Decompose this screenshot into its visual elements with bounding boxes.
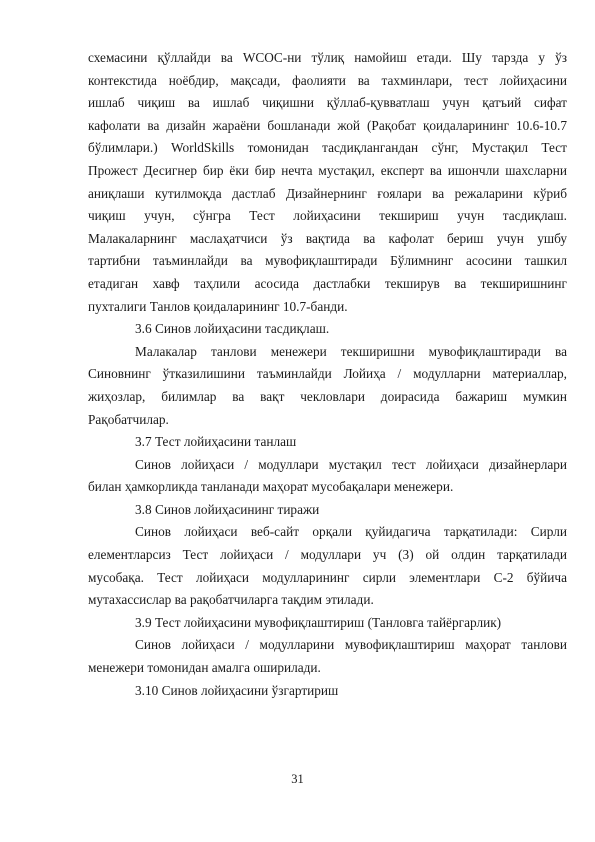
- text-line-20: билан ҳамкорликда танланади маҳорат мусобақалари менежери.: [88, 479, 454, 495]
- section-heading-3-7: 3.7 Тест лойиҳасини танлаш: [135, 434, 297, 450]
- section-heading-3-10: 3.10 Синов лойиҳасини ўзгартириш: [135, 682, 339, 698]
- text-line-15: Синовнинг ўтказилишини таъминлайди Лойиҳа / модулларни материаллар,: [88, 366, 567, 382]
- text-line-16: жиҳозлар, билимлар ва вақт чекловлари доирасида бажариш мумкин: [88, 388, 567, 404]
- text-line-12: пухталиги Танлов қоидаларининг 10.7-банди.: [88, 298, 348, 314]
- text-line-28: менежери томонидан амалга оширилади.: [88, 660, 321, 676]
- text-line-4: кафолати ва дизайн жараёни бошланади жой (Рақобат қоидаларининг 10.6-10.7: [88, 117, 567, 133]
- text-line-3: ишлаб чиқиш ва ишлаб чиқишни қўллаб-қувватлаш учун қатъий сифат: [88, 95, 567, 111]
- section-heading-3-6: 3.6 Синов лойиҳасини тасдиқлаш.: [135, 321, 330, 337]
- text-line-14: Малакалар танлови менежери текширишни мувофиқлаштиради ва: [135, 343, 567, 359]
- text-line-25: мутахассислар ва рақобатчиларга тақдим этилади.: [88, 592, 374, 608]
- text-line-11: етадиган хавф таҳлили асосида дастлабки текширув ва текширишнинг: [88, 275, 567, 291]
- text-line-22: Синов лойиҳаси веб-сайт орқали қуйидагича тарқатилади: Сирли: [135, 524, 567, 540]
- text-line-19: Синов лойиҳаси / модуллари мустақил тест лойиҳаси дизайнерлари: [135, 456, 567, 472]
- text-line-2: контекстида ноёбдир, мақсади, фаолияти ва тахминлари, тест лойиҳасини: [88, 72, 567, 88]
- section-heading-3-9: 3.9 Тест лойиҳасини мувофиқлаштириш (Танловга тайёргарлик): [135, 614, 502, 630]
- text-line-6: Прожест Десигнер бир ёки бир нечта мустақил, експерт ва ишончли шахсларни: [88, 162, 567, 178]
- page-number: 31: [291, 772, 304, 786]
- text-line-24: мусобақа. Тест лойиҳаси модулларининг сирли элементлари С-2 бўйича: [88, 569, 567, 585]
- document-body: [88, 47, 567, 702]
- section-heading-3-8: 3.8 Синов лойиҳасининг тиражи: [135, 501, 320, 517]
- text-line-17: Рақобатчилар.: [88, 411, 169, 427]
- text-line-10: тартибни таъминлайди ва мувофиқлаштиради Бўлимнинг асосини ташкил: [88, 253, 567, 269]
- text-line-5: бўлимлари.) WorldSkills томонидан тасдиқлангандан сўнг, Мустақил Тест: [88, 140, 567, 156]
- text-line-8: чиқиш учун, сўнгра Тест лойиҳасини текшириш учун тасдиқлаш.: [88, 208, 567, 224]
- text-line-7: аниқлаши кутилмоқда дастлаб Дизайнернинг ғоялари ва режаларини кўриб: [88, 185, 567, 201]
- text-line-27: Синов лойиҳаси / модулларини мувофиқлаштириш маҳорат танлови: [135, 637, 567, 653]
- text-line-9: Малакаларнинг маслаҳатчиси ўз вақтида ва кафолат бериш учун ушбу: [88, 230, 567, 246]
- text-line-1: схемасини қўллайди ва WCOC-ни тўлиқ намойиш етади. Шу тарзда у ўз: [88, 50, 567, 65]
- text-line-23: елементларсиз Тест лойиҳаси / модуллари уч (3) ой олдин тарқатилади: [88, 547, 567, 563]
